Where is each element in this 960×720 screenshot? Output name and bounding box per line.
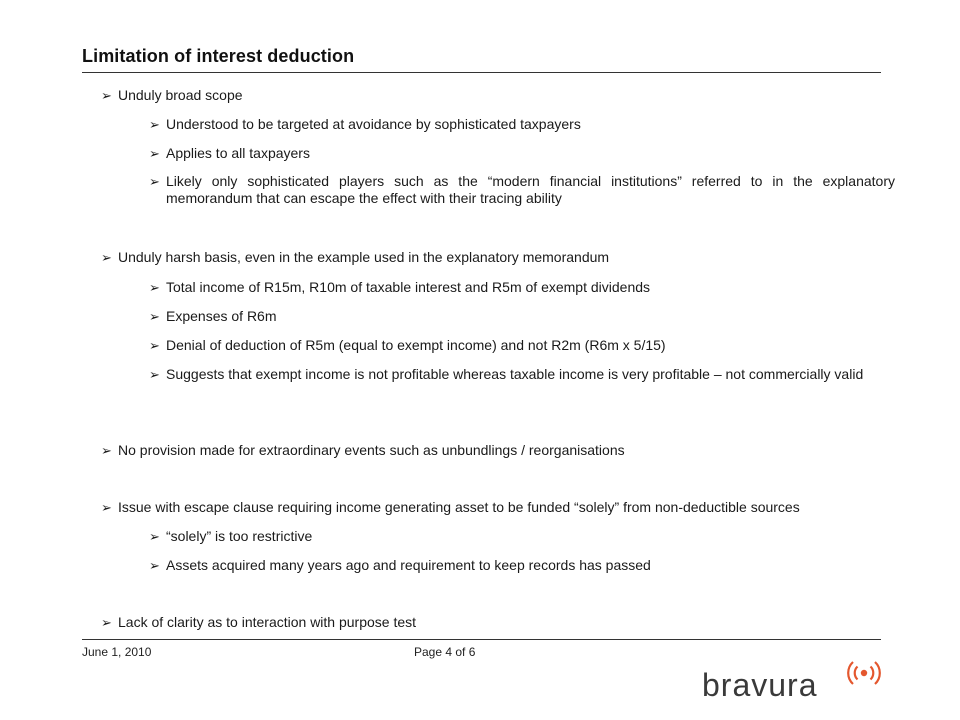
bullet-text: Understood to be targeted at avoidance by sophisticated taxpayers xyxy=(166,116,581,132)
title-divider xyxy=(82,72,881,73)
bullet-item xyxy=(149,279,895,296)
bullet-item xyxy=(101,87,895,104)
bullet-item xyxy=(149,308,895,325)
bullet-text: Likely only sophisticated players such as the “modern financial institutions” referred to in the explanatory memorandum that can escape the effect with their tracing ability xyxy=(166,173,895,206)
bullet-text: Lack of clarity as to interaction with purpose test xyxy=(118,614,417,630)
bullet-item xyxy=(149,557,895,574)
bullet-text: Issue with escape clause requiring income generating asset to be funded “solely” from non-deductible sources xyxy=(118,499,800,515)
arrow-bullet-icon: ➢ xyxy=(149,367,160,382)
arrow-bullet-icon: ➢ xyxy=(149,280,160,295)
arrow-bullet-icon: ➢ xyxy=(101,443,112,458)
bullet-item xyxy=(149,528,895,545)
arrow-bullet-icon: ➢ xyxy=(149,117,160,132)
bullet-text: “solely” is too restrictive xyxy=(166,528,313,544)
bullet-text: Applies to all taxpayers xyxy=(166,145,310,161)
bravura-logo xyxy=(700,656,890,706)
bullet-text: Unduly broad scope xyxy=(118,87,243,103)
bullet-text: Suggests that exempt income is not profitable whereas taxable income is very profitable – not commercially valid xyxy=(166,366,864,382)
bullet-item xyxy=(101,499,895,516)
arrow-bullet-icon: ➢ xyxy=(101,88,112,103)
bullet-text: Expenses of R6m xyxy=(166,308,277,324)
arrow-bullet-icon: ➢ xyxy=(149,146,160,161)
arrow-bullet-icon: ➢ xyxy=(149,309,160,324)
arrow-bullet-icon: ➢ xyxy=(149,174,160,189)
arrow-bullet-icon: ➢ xyxy=(101,500,112,515)
bullet-text: No provision made for extraordinary events such as unbundlings / reorganisations xyxy=(118,442,625,458)
footer-divider xyxy=(82,639,881,640)
bullet-item xyxy=(149,116,895,133)
bullet-item xyxy=(149,366,895,383)
bullet-item xyxy=(149,337,895,354)
bullet-text: Assets acquired many years ago and requirement to keep records has passed xyxy=(166,557,651,573)
arrow-bullet-icon: ➢ xyxy=(101,250,112,265)
arrow-bullet-icon: ➢ xyxy=(101,615,112,630)
footer-date: June 1, 2010 xyxy=(82,645,152,659)
arrow-bullet-icon: ➢ xyxy=(149,558,160,573)
signal-icon xyxy=(848,662,880,684)
bullet-item xyxy=(149,145,895,162)
page-number: Page 4 of 6 xyxy=(414,645,476,659)
page-title: Limitation of interest deduction xyxy=(82,46,355,66)
arrow-bullet-icon: ➢ xyxy=(149,338,160,353)
bullet-item xyxy=(149,173,895,207)
logo-wordmark: bravura xyxy=(702,667,818,703)
bullet-text: Unduly harsh basis, even in the example used in the explanatory memorandum xyxy=(118,249,610,265)
bullet-item xyxy=(101,249,895,266)
arrow-bullet-icon: ➢ xyxy=(149,529,160,544)
bullet-text: Total income of R15m, R10m of taxable interest and R5m of exempt dividends xyxy=(166,279,651,295)
bullet-item xyxy=(101,614,895,631)
bullet-item xyxy=(101,442,895,459)
bullet-text: Denial of deduction of R5m (equal to exempt income) and not R2m (R6m x 5/15) xyxy=(166,337,666,353)
